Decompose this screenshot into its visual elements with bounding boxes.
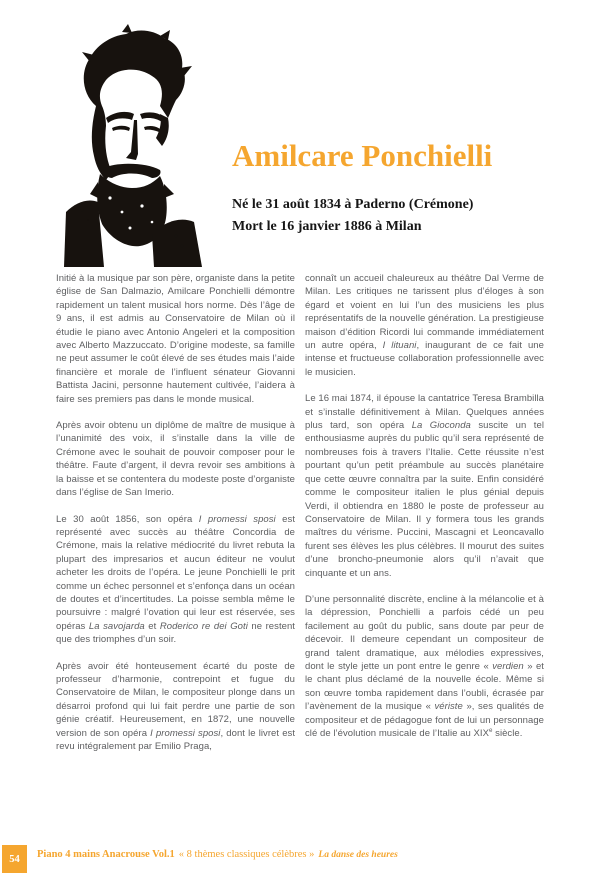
footer-series-title: Piano 4 mains Anacrouse Vol.1 (37, 849, 175, 860)
body-paragraph: Le 30 août 1856, son opéra I promessi sposi est représenté avec succès au théâtre Concordia de Crémone, mais la relative médiocrité du livret rebuta la plupart des impresarios et aucun éditeur ne voulut acheter les droits de l’opéra. Le jeune Ponchielli le prit comme un échec personnel et s’enfonça dans un océan de doutes et d’incertitudes. La poisse sembla même le poursuivre : malgré l’ovation qui leur est réservée, ses opéras La savojarda et Roderico re dei Goti ne restent que des triomphes d’un soir. (56, 513, 296, 646)
page-number-box (2, 845, 27, 873)
biography-columns (56, 272, 544, 766)
footer (37, 849, 398, 860)
body-paragraph: Après avoir obtenu un diplôme de maître de musique à l’unanimité des voix, il s’installe dans la ville de Crémone avec le souhait de pouvoir composer pour le théâtre. Faute d’argent, il devra revoir ses ambitions à la baisse et se contentera du modeste poste d’organiste dans l’église de San Imerio. (56, 420, 295, 499)
life-dates (232, 194, 473, 238)
footer-work-title: La danse des heures (318, 850, 398, 860)
body-paragraph: Initié à la musique par son père, organiste dans la petite église de San Dalmazio, Amilcare Ponchielli démontre rapidement un talent musical hors norme. Dès l’âge de 9 ans, il est admis au Conservatoire de Milan où il étudie le piano avec Antonio Angeleri et la composition avec Alberto Mazzuccato. D’origine modeste, sa famille ne peut assumer le coût élevé de ses études mais l’aide financière et morale de l’influent sénateur Giovanni Battista Jacini, personne hautement cultivée, l’aidera à faire ses premiers pas dans le monde musical. (56, 273, 295, 405)
ponchielli-portrait (52, 22, 210, 267)
body-paragraph: D’une personnalité discrète, encline à la mélancolie et à la dépression, Ponchielli a parfois cédé un peu facilement au goût du public, sans doute par peur de décevoir. Il demeure cependant un compositeur de grand talent dramatique, aux mélodies expressives, dont le style jette un pont entre le genre « verdien » et le chant plus déclamé de la nouvelle école. Même si son œuvre tomba rapidement dans l’oubli, écrasée par l’avènement de la musique « vériste », ses qualités de compositeur et de pédagogue font de lui un personnage clé de l’évolution musicale de l’Italie au XIXe siècle. (305, 593, 544, 739)
death-line: Mort le 16 janvier 1886 à Milan (232, 219, 422, 234)
birth-line: Né le 31 août 1834 à Paderno (Crémone) (232, 197, 474, 212)
body-paragraph: Après avoir été honteusement écarté du poste de professeur d’harmonie, contrepoint et fugue du Conservatoire de Milan, le compositeur plonge dans un désarroi profond qui lui fait perdre une partie de son génie créatif. Heureusement, en 1872, une nouvelle version de son opéra I promessi sposi, dont le livret est revu intégralement par Emilio Praga, (56, 660, 296, 752)
right-column (305, 272, 544, 766)
body-paragraph: connaît un accueil chaleureux au théâtre Dal Verme de Milan. Les critiques ne tarissent plus d’éloges à son égard et voient en lui l’un des musiciens les plus représentatifs de la nouvelle génération. La prestigieuse maison d’édition Ricordi lui commande immédiatement un autre opéra, I lituani, inaugurant de ce fait une intense et fructueuse collaboration professionnelle avec le musicien. (305, 273, 544, 378)
page-title: Amilcare Ponchielli (232, 138, 493, 173)
footer-collection: « 8 thèmes classiques célèbres » (178, 849, 315, 860)
page-number: 54 (9, 853, 20, 865)
body-paragraph: Le 16 mai 1874, il épouse la cantatrice Teresa Brambilla et s’installe définitivement à Milan. Quelques années plus tard, son opéra La Gioconda suscite un tel enthousiasme auprès du public qu’il sera représenté de nombreuses fois à travers l’Italie. Cette réussite n’est pourtant qu’un petit préambule au succès planétaire que cette œuvre connaîtra par la suite. Enfin considéré comme le compositeur italien le plus génial depuis Verdi, il obtiendra en 1880 le poste de professeur au Conservatoire de Milan. Il y formera tous les grands maîtres du vérisme. Puccini, Mascagni et Leoncavallo furent ses élèves les plus célèbres. Il mourut des suites d’une broncho-pneumonie alors qu’il n’avait que cinquante et un ans. (305, 393, 544, 579)
left-column (56, 272, 295, 766)
